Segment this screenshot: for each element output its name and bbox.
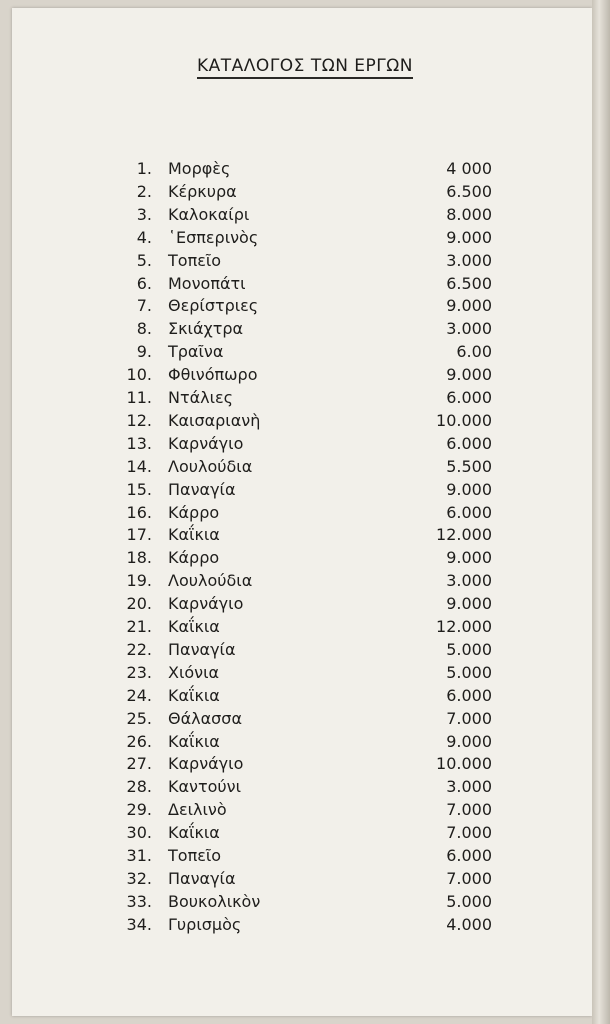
item-price: 9.000 <box>446 296 492 316</box>
item-price: 3.000 <box>446 571 492 591</box>
item-price: 3.000 <box>446 319 492 339</box>
catalog-row <box>0 455 610 478</box>
item-number: 3. <box>136 204 152 224</box>
item-price: 10.000 <box>436 410 492 430</box>
item-price: 4 000 <box>446 159 492 178</box>
catalog-row <box>0 226 610 249</box>
catalog-row <box>0 867 610 890</box>
catalog-row <box>0 478 610 501</box>
item-title: Μορφὲς <box>168 159 231 178</box>
item-number: 32. <box>126 868 152 888</box>
item-price: 9.000 <box>446 227 492 247</box>
item-number: 12. <box>126 410 152 430</box>
item-number: 1. <box>136 159 152 178</box>
item-price: 5.000 <box>446 662 492 682</box>
item-title: ῾Εσπερινὸς <box>168 227 259 247</box>
item-title: Καΐκια <box>168 731 220 751</box>
item-title: Παναγία <box>168 868 236 888</box>
item-price: 12.000 <box>436 525 492 545</box>
item-number: 8. <box>136 319 152 339</box>
item-price: 9.000 <box>446 731 492 751</box>
item-title: Καρνάγιο <box>168 594 244 614</box>
catalog-row <box>0 638 610 661</box>
item-price: 12.000 <box>436 617 492 636</box>
item-number: 20. <box>126 594 152 614</box>
catalog-row <box>0 409 610 432</box>
item-number: 16. <box>126 502 152 522</box>
item-number: 5. <box>136 250 152 270</box>
catalog-row <box>0 272 610 295</box>
item-price: 8.000 <box>446 204 492 224</box>
item-number: 31. <box>126 846 152 865</box>
item-title: Καλοκαίρι <box>168 204 250 224</box>
item-price: 6.000 <box>446 685 492 705</box>
catalog-row <box>0 821 610 844</box>
catalog-row <box>0 523 610 546</box>
item-number: 23. <box>126 662 152 682</box>
item-price: 4.000 <box>446 914 492 934</box>
item-title: Καντούνι <box>168 777 242 797</box>
item-title: Ντάλιες <box>168 388 234 407</box>
item-number: 2. <box>136 181 152 201</box>
item-price: 3.000 <box>446 250 492 270</box>
item-title: Βουκολικὸν <box>168 891 261 911</box>
catalog-row <box>0 340 610 363</box>
item-title: Παναγία <box>168 479 236 499</box>
item-price: 6.000 <box>446 433 492 453</box>
item-number: 17. <box>126 525 152 545</box>
item-title: Τραῖνα <box>168 342 224 362</box>
item-price: 5.000 <box>446 891 492 911</box>
page-title <box>0 56 610 76</box>
item-number: 25. <box>126 708 152 728</box>
item-title: Δειλινὸ <box>168 800 227 820</box>
catalog-row <box>0 661 610 684</box>
item-title: Κάρρο <box>168 502 220 522</box>
item-number: 14. <box>126 456 152 476</box>
catalog-row <box>0 249 610 272</box>
catalog-row <box>0 386 610 409</box>
item-price: 7.000 <box>446 800 492 820</box>
item-number: 7. <box>136 296 152 316</box>
catalog-row <box>0 615 610 638</box>
item-number: 13. <box>126 433 152 453</box>
item-title: Λουλούδια <box>168 571 253 591</box>
item-number: 9. <box>136 342 152 362</box>
item-title: Καΐκια <box>168 823 220 843</box>
item-title: Κέρκυρα <box>168 181 237 201</box>
catalog-row <box>0 317 610 340</box>
item-price: 6.00 <box>456 342 492 362</box>
item-number: 27. <box>126 754 152 774</box>
item-title: Λουλούδια <box>168 456 253 476</box>
page-title-text: ΚΑΤΑΛΟΓΟΣ ΤΩΝ ΕΡΓΩΝ <box>197 56 413 79</box>
item-number: 19. <box>126 571 152 591</box>
item-price: 6.000 <box>446 502 492 522</box>
item-number: 34. <box>126 914 152 934</box>
item-number: 30. <box>126 823 152 843</box>
item-price: 7.000 <box>446 868 492 888</box>
item-title: Τοπεῖο <box>168 846 222 865</box>
catalog-row <box>0 684 610 707</box>
catalog-row <box>0 294 610 317</box>
item-price: 7.000 <box>446 823 492 843</box>
item-price: 10.000 <box>436 754 492 774</box>
catalog-row <box>0 844 610 867</box>
item-title: Καισαριανὴ <box>168 410 261 430</box>
item-title: Καρνάγιο <box>168 433 244 453</box>
catalog-row <box>0 180 610 203</box>
item-title: Σκιάχτρα <box>168 319 244 339</box>
item-title: Κάρρο <box>168 548 220 568</box>
item-price: 9.000 <box>446 548 492 568</box>
item-title: Τοπεῖο <box>168 250 222 270</box>
item-title: Γυρισμὸς <box>168 914 242 934</box>
item-title: Θερίστριες <box>168 296 259 316</box>
item-title: Καρνάγιο <box>168 754 244 774</box>
catalog-row <box>0 890 610 913</box>
item-number: 15. <box>126 479 152 499</box>
item-number: 26. <box>126 731 152 751</box>
catalog-row <box>0 157 610 180</box>
catalog-row <box>0 203 610 226</box>
item-price: 9.000 <box>446 594 492 614</box>
item-title: Παναγία <box>168 639 236 659</box>
item-price: 5.500 <box>446 456 492 476</box>
item-number: 22. <box>126 639 152 659</box>
item-number: 10. <box>126 365 152 385</box>
item-price: 9.000 <box>446 365 492 385</box>
item-title: Καΐκια <box>168 525 220 545</box>
item-price: 6.000 <box>446 388 492 407</box>
item-number: 24. <box>126 685 152 705</box>
item-number: 6. <box>136 273 152 293</box>
item-title: Καΐκια <box>168 617 220 636</box>
item-number: 21. <box>126 617 152 636</box>
item-number: 4. <box>136 227 152 247</box>
catalog-row <box>0 592 610 615</box>
catalog-row <box>0 798 610 821</box>
item-number: 11. <box>126 388 152 407</box>
item-price: 6.500 <box>446 181 492 201</box>
item-number: 33. <box>126 891 152 911</box>
catalog-row <box>0 569 610 592</box>
item-title: Καΐκια <box>168 685 220 705</box>
catalog-row <box>0 363 610 386</box>
item-price: 3.000 <box>446 777 492 797</box>
catalog-row <box>0 432 610 455</box>
item-title: Χιόνια <box>168 662 220 682</box>
item-price: 6.500 <box>446 273 492 293</box>
catalog-row <box>0 752 610 775</box>
item-price: 5.000 <box>446 639 492 659</box>
item-title: Μονοπάτι <box>168 273 246 293</box>
item-number: 18. <box>126 548 152 568</box>
item-number: 29. <box>126 800 152 820</box>
catalog-row <box>0 501 610 524</box>
item-number: 28. <box>126 777 152 797</box>
catalog-row <box>0 707 610 730</box>
catalog-row <box>0 546 610 569</box>
catalog-row <box>0 913 610 936</box>
item-title: Θάλασσα <box>168 708 242 728</box>
catalog-row <box>0 775 610 798</box>
item-price: 7.000 <box>446 708 492 728</box>
item-price: 9.000 <box>446 479 492 499</box>
item-price: 6.000 <box>446 846 492 865</box>
item-title: Φθινόπωρο <box>168 365 258 385</box>
catalog-row <box>0 730 610 753</box>
